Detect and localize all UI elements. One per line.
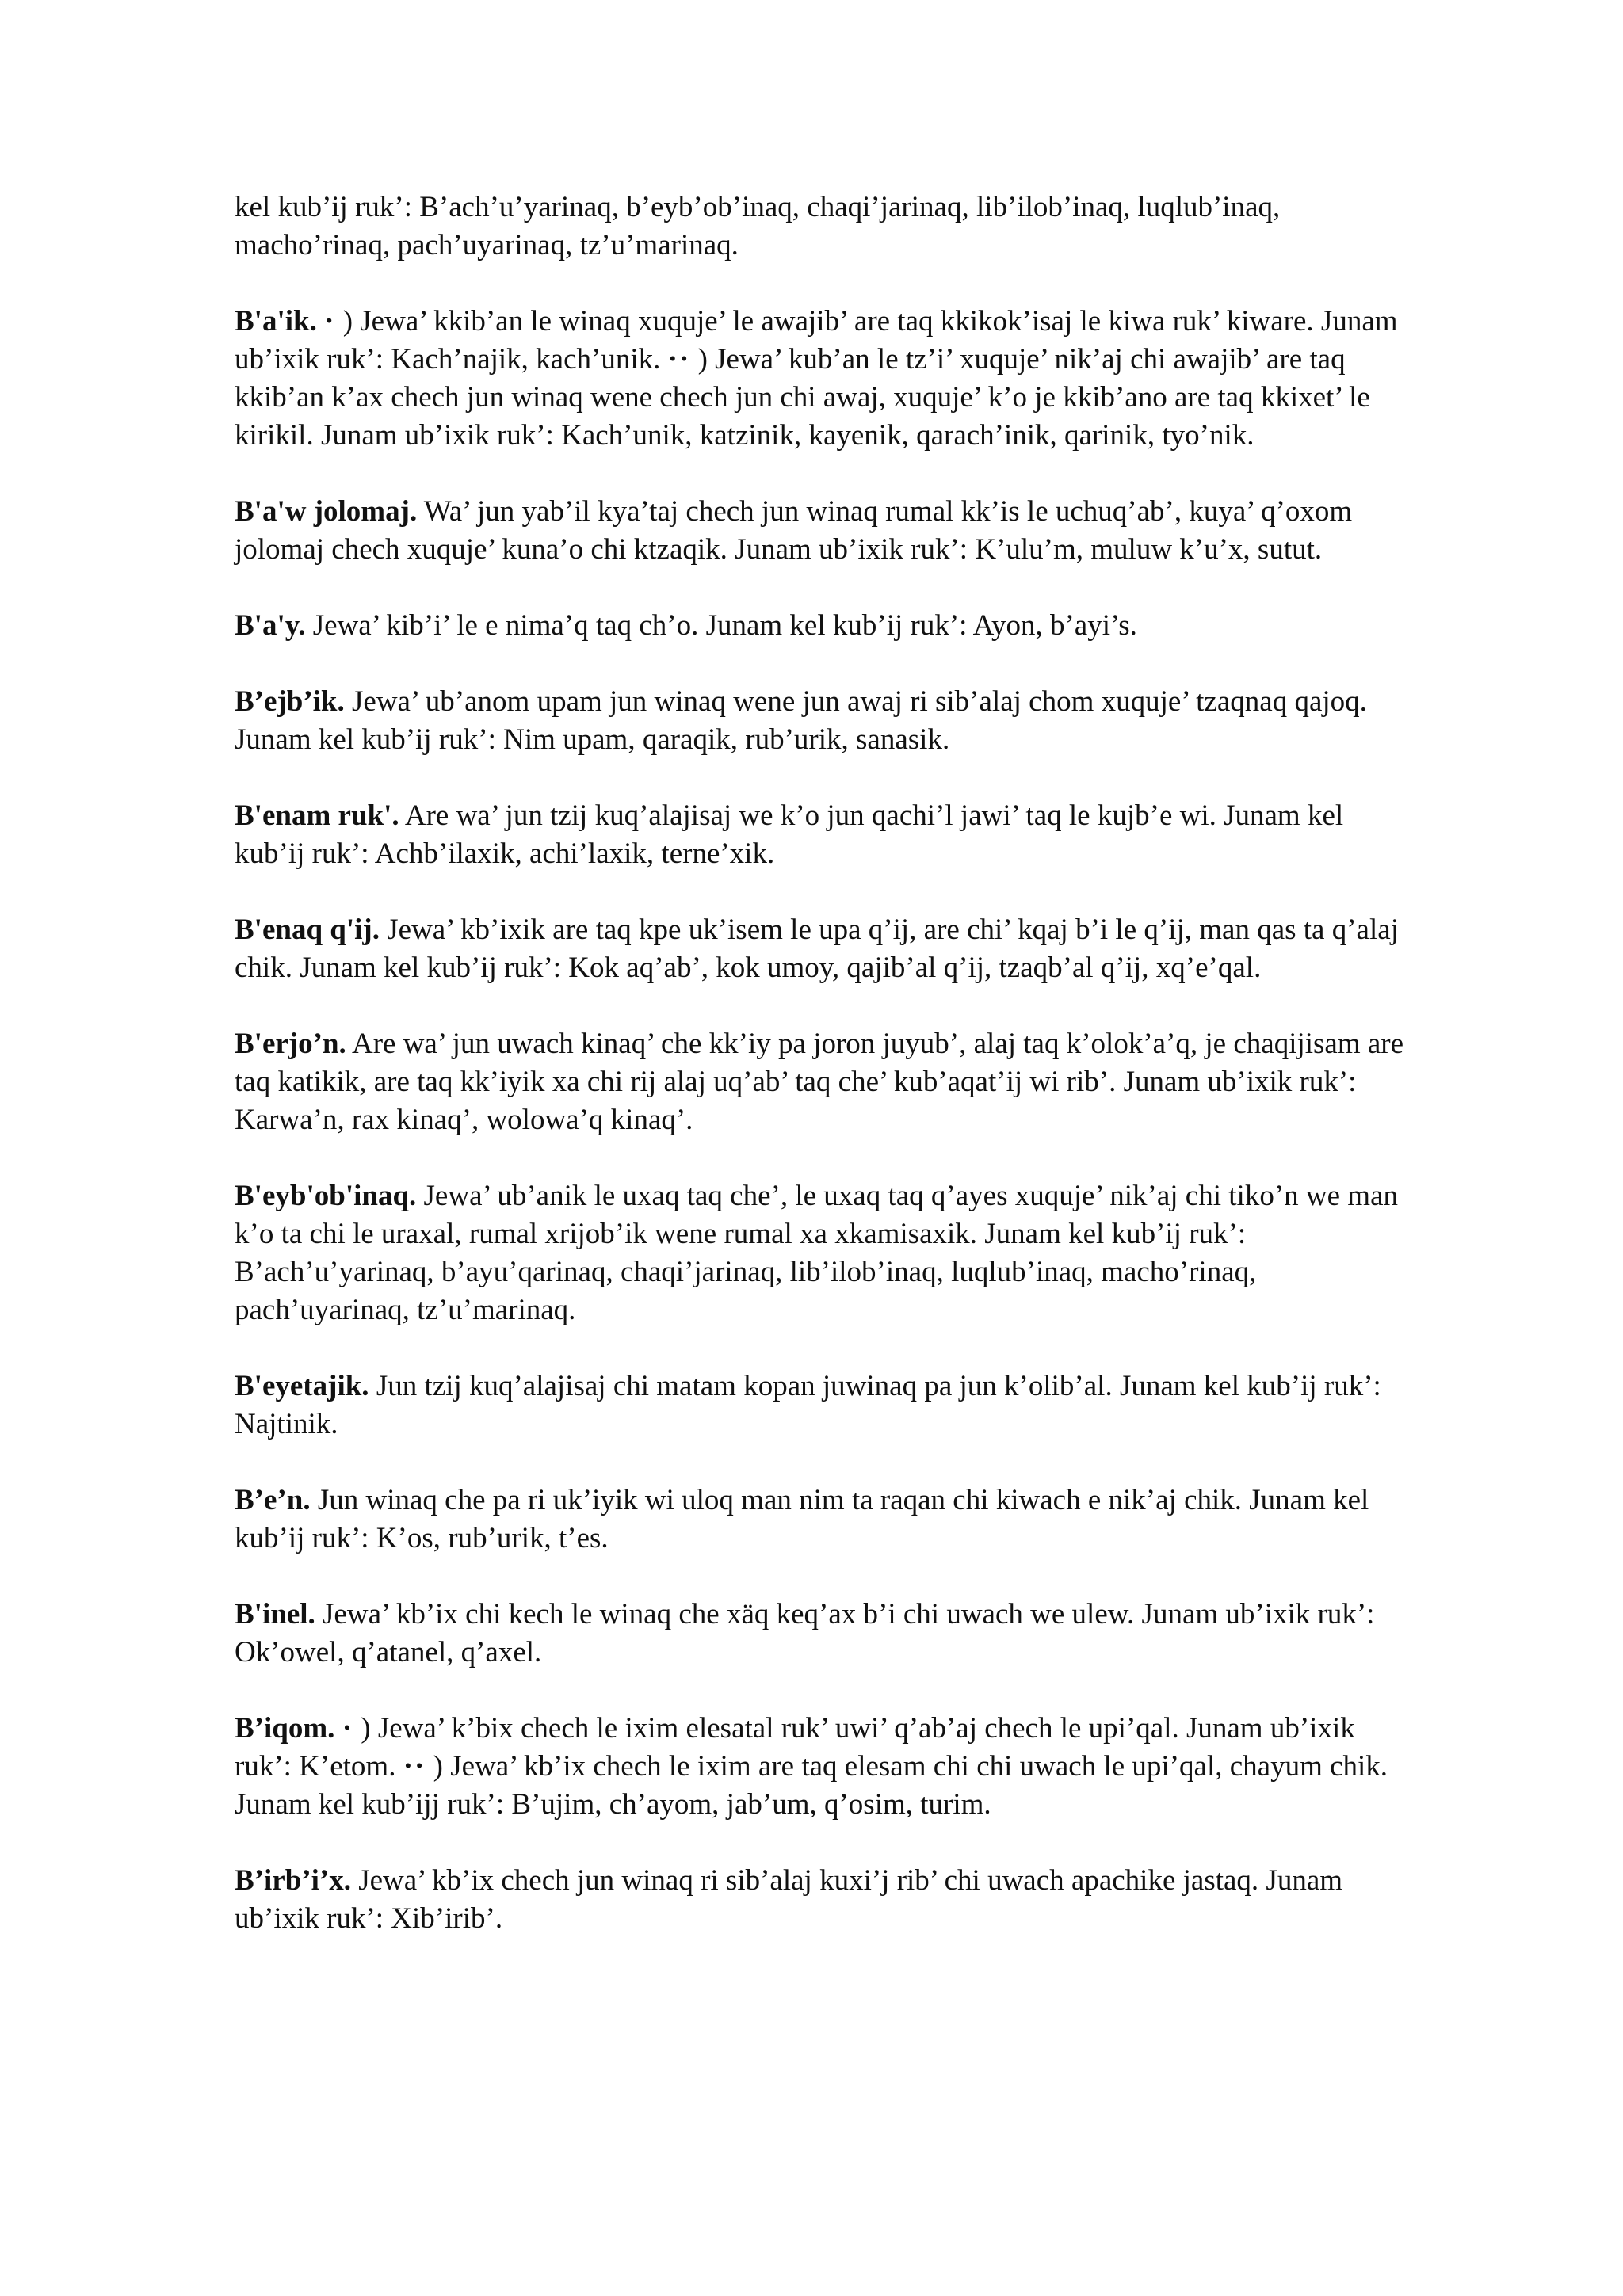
entry-headword: B'erjo’n. [235, 1028, 346, 1060]
entry-definition: Are wa’ jun tzij kuq’alajisaj we k’o jun qachi’l jawi’ taq le kujb’e wi. Junam kel kub’ij ruk’: Achb’ilaxik, achi’laxik, terne’xik. [235, 799, 1344, 870]
sense-marker: ·· [667, 343, 691, 376]
dictionary-entry [235, 683, 1411, 759]
entry-definition: kel kub’ij ruk’: B’ach’u’yarinaq, b’eyb’ob’inaq, chaqi’jarinaq, lib’ilob’inaq, luqlub’inaq, macho’rinaq, pach’uyarinaq, tz’u’marinaq. [235, 191, 1281, 261]
entry-headword: B'enam ruk'. [235, 799, 399, 832]
entry-definition: ) Jewa’ kub’an le tz’i’ xuquje’ nik’aj chi awajib’ are taq kkib’an k’ax chech jun winaq wene chech jun chi awaj, xuquje’ k’o je kkib’ano are taq kkixet’ le kirikil. Junam ub’ixik ruk’: Kach’unik, katzinik, kayenik, qarach’inik, qarinik, tyo’nik. [235, 343, 1370, 452]
dictionary-entry [235, 493, 1411, 569]
entry-headword: B’ejb’ik. [235, 685, 345, 718]
entry-headword: B'a'w jolomaj. [235, 495, 418, 528]
entry-headword: B'a'ik. [235, 305, 317, 338]
entry-definition: Jewa’ kb’ix chech jun winaq ri sib’alaj kuxi’j rib’ chi uwach apachike jastaq. Junam ub’ixik ruk’: Xib’irib’. [235, 1864, 1343, 1935]
entry-definition: Jewa’ kib’i’ le e nima’q taq ch’o. Junam kel kub’ij ruk’: Ayon, b’ayi’s. [312, 609, 1137, 642]
entry-headword: B'a'y. [235, 609, 306, 642]
entry-definition: Are wa’ jun uwach kinaq’ che kk’iy pa joron juyub’, alaj taq k’olok’a’q, je chaqijisam are taq katikik, are taq kk’iyik xa chi rij alaj uq’ab’ taq che’ kub’aqat’ij wi rib’. Junam ub’ixik ruk’: Karwa’n, rax kinaq’, wolowa’q kinaq’. [235, 1028, 1404, 1136]
entry-definition: Wa’ jun yab’il kya’taj chech jun winaq rumal kk’is le uchuq’ab’, kuya’ q’oxom jolomaj chech xuquje’ kuna’o chi ktzaqik. Junam ub’ixik ruk’: K’ulu’m, muluw k’u’x, sutut. [235, 495, 1353, 566]
sense-marker: ·· [403, 1750, 426, 1783]
entry-headword: B’iqom. [235, 1712, 335, 1745]
entry-definition: ) Jewa’ k’bix chech le ixim elesatal ruk’ uwi’ q’ab’aj chech le upi’qal. Junam ub’ixik ruk’: K’etom. [235, 1712, 1355, 1783]
dictionary-entry [235, 607, 1411, 645]
dictionary-entry [235, 1367, 1411, 1444]
dictionary-entry [235, 1862, 1411, 1938]
dictionary-entry [235, 1596, 1411, 1672]
entry-headword: B'inel. [235, 1598, 315, 1630]
entry-definition: Jun tzij kuq’alajisaj chi matam kopan juwinaq pa jun k’olib’al. Junam kel kub’ij ruk’: Najtinik. [235, 1370, 1381, 1440]
dictionary-entry [235, 1025, 1411, 1139]
dictionary-entry [235, 1177, 1411, 1329]
entry-headword: B'eyetajik. [235, 1370, 369, 1402]
entry-definition: Jewa’ ub’anik le uxaq taq che’, le uxaq taq q’ayes xuquje’ nik’aj chi tiko’n we man k’o ta chi le uraxal, rumal xrijob’ik wene rumal xa xkamisaxik. Junam kel kub’ij ruk’: B’ach’u’yarinaq, b’ayu’qarinaq, chaqi’jarinaq, lib’ilob’inaq, luqlub’inaq, macho’rinaq, pach’uyarinaq, tz’u’marinaq. [235, 1180, 1398, 1326]
entry-definition: ) Jewa’ kb’ix chech le ixim are taq elesam chi chi uwach le upi’qal, chayum chik. Junam kel kub’ijj ruk’: B’ujim, ch’ayom, jab’um, q’osim, turim. [235, 1750, 1388, 1821]
dictionary-entry [235, 797, 1411, 873]
dictionary-entry [235, 1710, 1411, 1824]
entry-headword: B’e’n. [235, 1484, 311, 1516]
entry-definition: Jewa’ kb’ix chi kech le winaq che xäq keq’ax b’i chi uwach we ulew. Junam ub’ixik ruk’: Ok’owel, q’atanel, q’axel. [235, 1598, 1375, 1669]
entry-headword: B'eyb'ob'inaq. [235, 1180, 417, 1212]
sense-marker: · [324, 305, 336, 338]
entry-headword: B'enaq q'ij. [235, 913, 380, 946]
entry-definition: Jun winaq che pa ri uk’iyik wi uloq man nim ta raqan chi kiwach e nik’aj chik. Junam kel kub’ij ruk’: K’os, rub’urik, t’es. [235, 1484, 1369, 1554]
entry-definition: Jewa’ kb’ixik are taq kpe uk’isem le upa q’ij, are chi’ kqaj b’i le q’ij, man qas ta q’alaj chik. Junam kel kub’ij ruk’: Kok aq’ab’, kok umoy, qajib’al q’ij, tzaqb’al q’ij, xq’e’qal. [235, 913, 1399, 984]
entry-headword: B’irb’i’x. [235, 1864, 351, 1897]
dictionary-entry [235, 1482, 1411, 1558]
sense-marker: · [342, 1712, 354, 1745]
dictionary-entry [235, 911, 1411, 987]
dictionary-entry [235, 189, 1411, 265]
document-page [235, 189, 1411, 1938]
entry-definition: Jewa’ ub’anom upam jun winaq wene jun awaj ri sib’alaj chom xuquje’ tzaqnaq qajoq. Junam kel kub’ij ruk’: Nim upam, qaraqik, rub’urik, sanasik. [235, 685, 1367, 756]
entry-definition: ) Jewa’ kkib’an le winaq xuquje’ le awajib’ are taq kkikok’isaj le kiwa ruk’ kiware. Junam ub’ixik ruk’: Kach’najik, kach’unik. [235, 305, 1398, 376]
dictionary-entry [235, 303, 1411, 455]
